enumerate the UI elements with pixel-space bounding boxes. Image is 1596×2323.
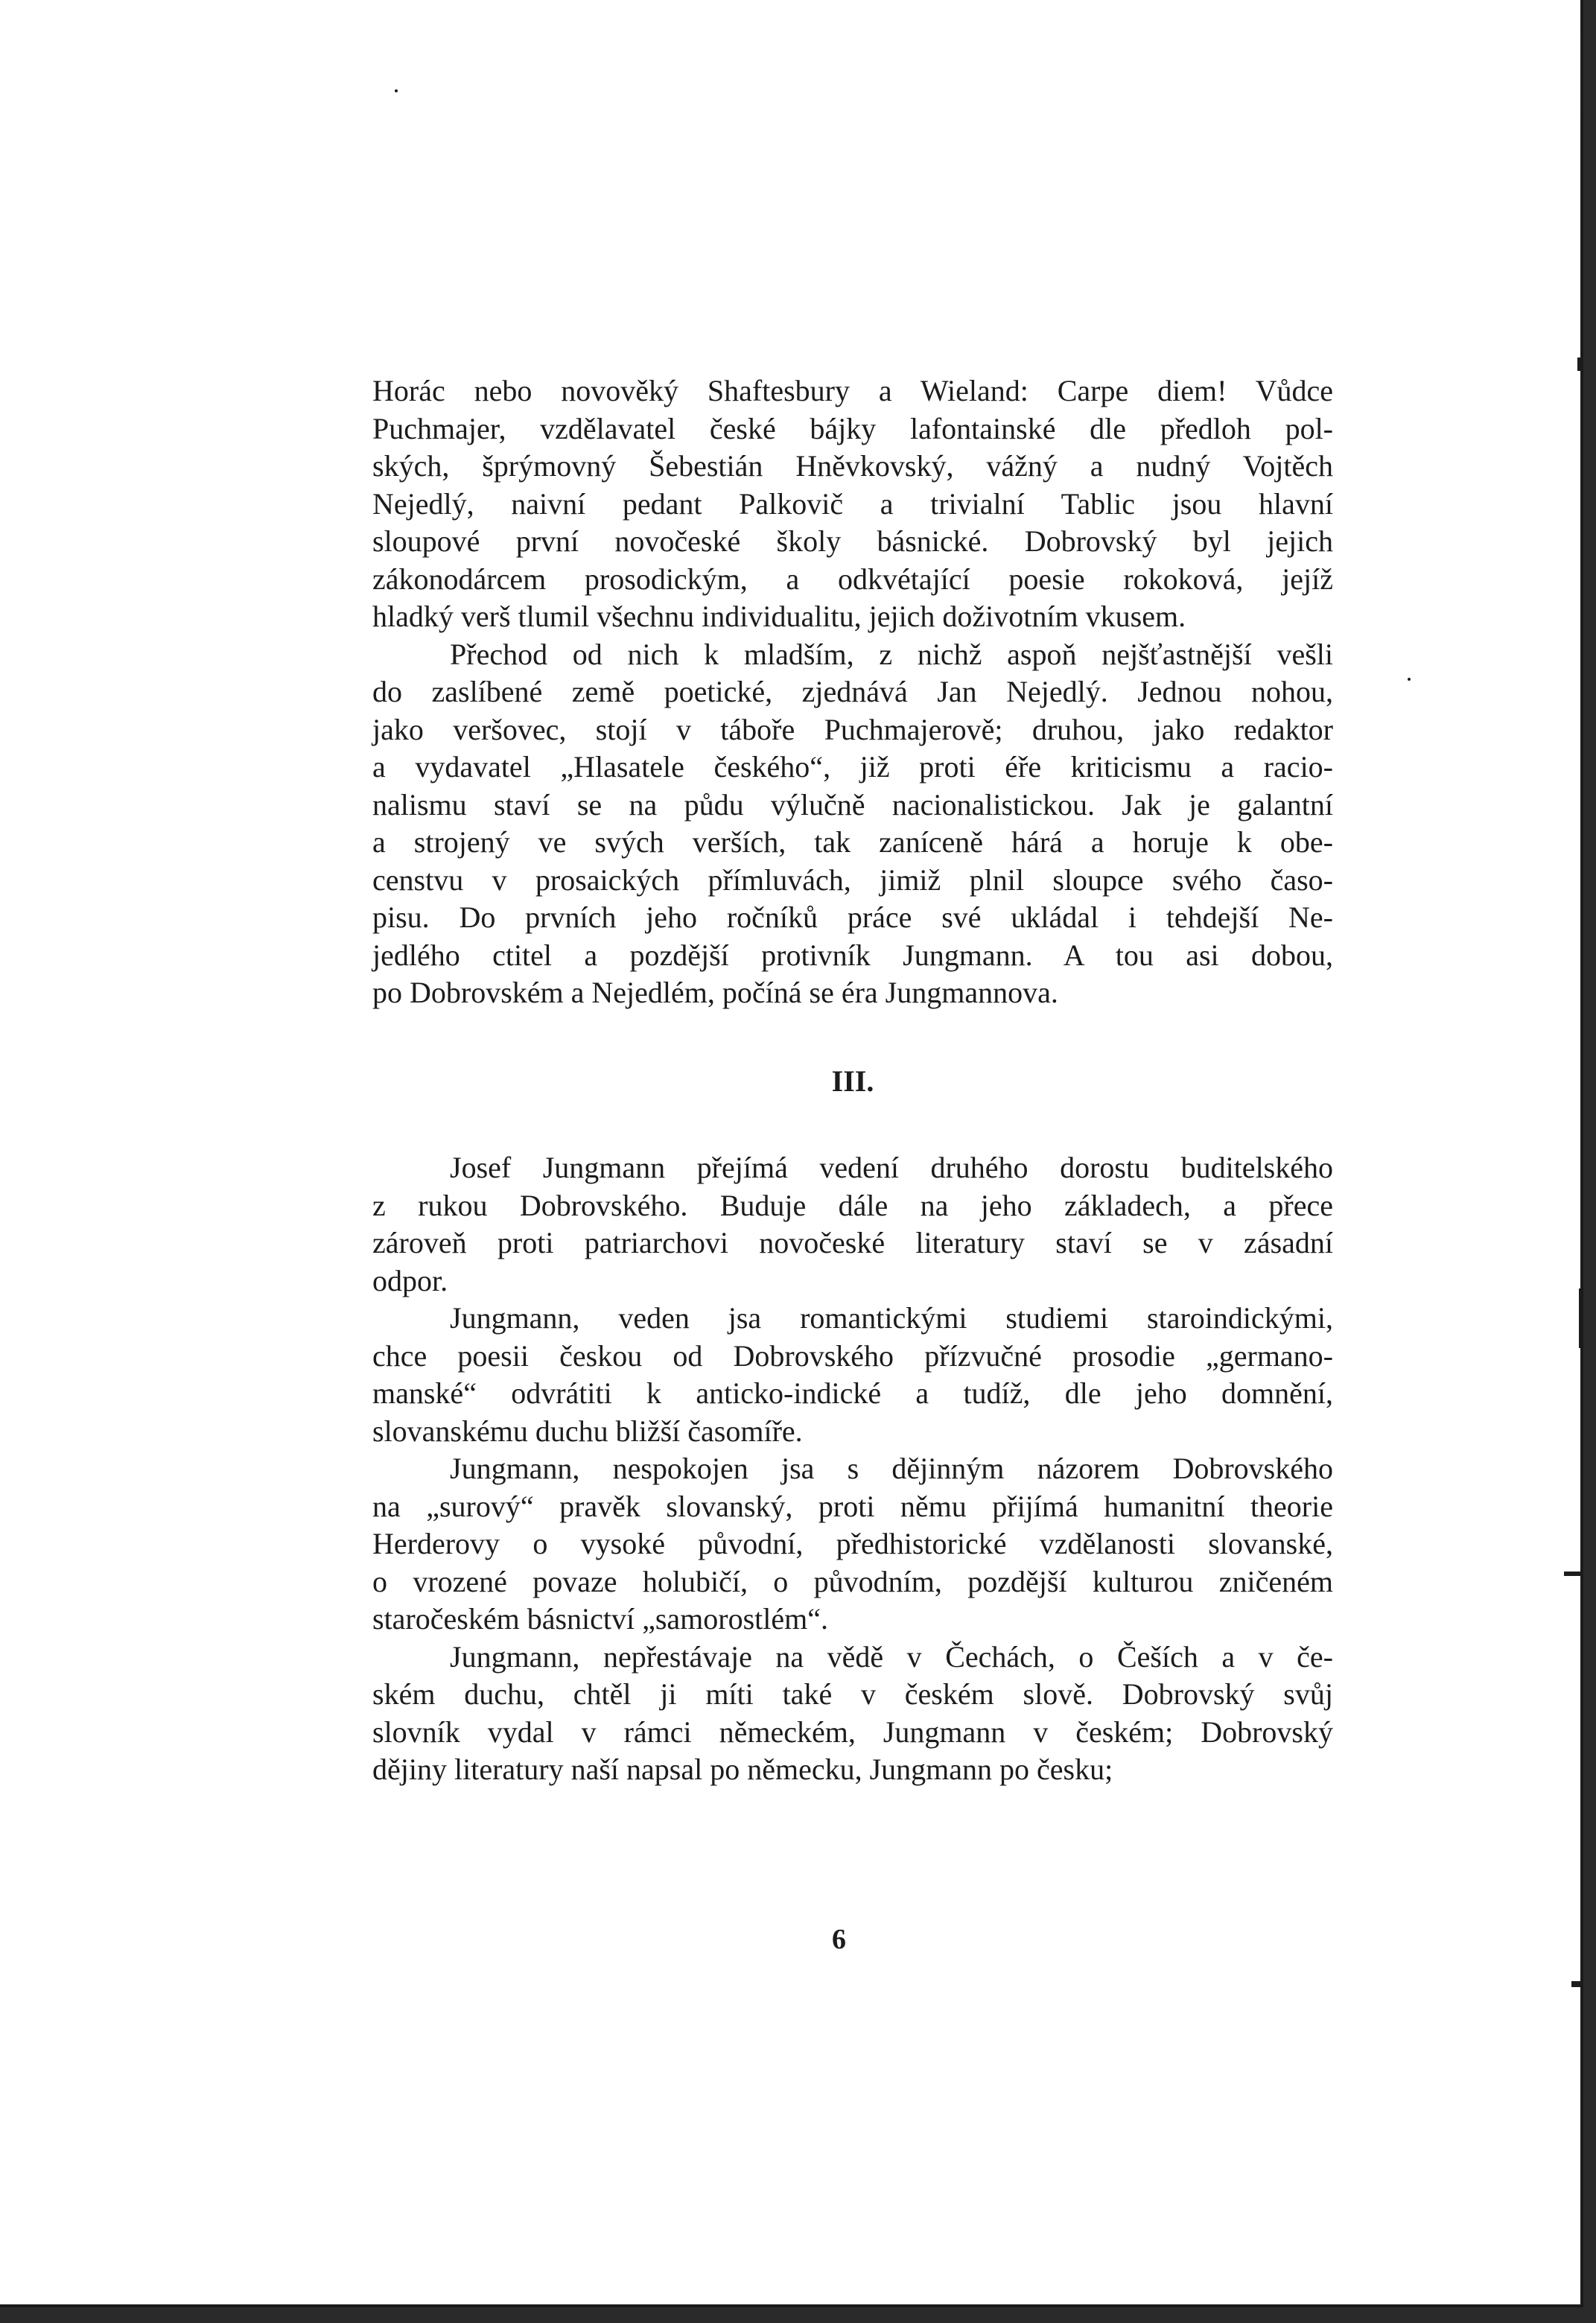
scan-mark bbox=[1564, 1572, 1583, 1576]
text-line: zákonodárcem prosodickým, a odkvétající poesie rokoková, jejíž bbox=[372, 562, 1333, 596]
page-number: 6 bbox=[832, 1924, 846, 1955]
text-line: Jungmann, nepřestávaje na vědě v Čechách, o Češích a v če- bbox=[450, 1639, 1333, 1674]
text-column bbox=[372, 372, 1333, 1789]
text-line: ském duchu, chtěl ji míti také v českém slově. Dobrovský svůj bbox=[372, 1677, 1333, 1711]
text-line: pisu. Do prvních jeho ročníků práce své ukládal i tehdejší Ne- bbox=[372, 900, 1333, 934]
paragraph-bottom-3 bbox=[372, 1450, 1333, 1639]
text-line: Jungmann, veden jsa romantickými studiemi staroindickými, bbox=[450, 1301, 1333, 1335]
text-line: po Dobrovském a Nejedlém, počíná se éra Jungmannova. bbox=[372, 976, 1058, 1009]
text-line: Horác nebo novověký Shaftesbury a Wieland: Carpe diem! Vůdce bbox=[372, 374, 1333, 407]
scan-mark bbox=[1571, 1981, 1583, 1987]
text-line: nalismu staví se na půdu výlučně nacionalistickou. Jak je galantní bbox=[372, 787, 1333, 822]
text-line: a strojený ve svých verších, tak zaníceně hárá a horuje k obe- bbox=[372, 825, 1333, 859]
text-line: z rukou Dobrovského. Buduje dále na jeho základech, a přece bbox=[372, 1188, 1333, 1222]
paragraph-bottom-1 bbox=[372, 1149, 1333, 1300]
text-line: jedlého ctitel a pozdější protivník Jungmann. A tou asi dobou, bbox=[372, 938, 1333, 972]
text-line: jako veršovec, stojí v táboře Puchmajerově; druhou, jako redaktor bbox=[372, 712, 1333, 746]
text-line: sloupové první novočeské školy básnické. Dobrovský byl jejich bbox=[372, 524, 1333, 558]
scan-mark bbox=[1580, 30, 1583, 119]
scan-mark bbox=[1408, 678, 1411, 681]
text-line: hladký verš tlumil všechnu individualitu, jejich doživotním vkusem. bbox=[372, 600, 1186, 633]
text-line: zároveň proti patriarchovi novočeské literatury staví se v zásadní bbox=[372, 1226, 1333, 1259]
paragraph-top-1 bbox=[372, 372, 1333, 636]
text-line: chce poesii českou od Dobrovského přízvučné prosodie „germano- bbox=[372, 1338, 1333, 1373]
text-line: manské“ odvrátiti k anticko-indické a tudíž, dle jeho domnění, bbox=[372, 1376, 1333, 1410]
text-line: Herderovy o vysoké původní, předhistorické vzdělanosti slovanské, bbox=[372, 1527, 1333, 1560]
text-line: dějiny literatury naší napsal po německu, Jungmann po česku; bbox=[372, 1752, 1113, 1786]
text-line: Puchmajer, vzdělavatel české bájky lafontainské dle předloh pol- bbox=[372, 411, 1333, 445]
text-line: Josef Jungmann přejímá vedení druhého dorostu buditelského bbox=[450, 1151, 1333, 1184]
text-line: a vydavatel „Hlasatele českého“, již proti éře kriticismu a racio- bbox=[372, 750, 1333, 784]
text-line: staročeském básnictví „samorostlém“. bbox=[372, 1602, 829, 1636]
text-line: slovanskému duchu bližší časomíře. bbox=[372, 1414, 803, 1448]
text-line: o vrozené povaze holubičí, o původním, pozdější kulturou zničeném bbox=[372, 1564, 1333, 1598]
text-line: ských, šprýmovný Šebestián Hněvkovský, vážný a nudný Vojtěch bbox=[372, 449, 1333, 483]
paragraph-top-2 bbox=[372, 636, 1333, 1012]
text-line: odpor. bbox=[372, 1263, 448, 1297]
text-line: Nejedlý, naivní pedant Palkovič a trivialní Tablic jsou hlavní bbox=[372, 486, 1333, 521]
scan-mark bbox=[395, 89, 398, 92]
section-heading: III. bbox=[831, 1064, 874, 1098]
paragraph-bottom-4 bbox=[372, 1639, 1333, 1789]
text-line: Jungmann, nespokojen jsa s dějinným názorem Dobrovského bbox=[450, 1452, 1333, 1485]
text-line: na „surový“ pravěk slovanský, proti němu přijímá humanitní theorie bbox=[372, 1489, 1333, 1523]
scan-mark bbox=[1577, 357, 1583, 371]
text-line: slovník vydal v rámci německém, Jungmann v českém; Dobrovský bbox=[372, 1715, 1333, 1749]
text-line: censtvu v prosaických přímluvách, jimiž plnil sloupce svého časo- bbox=[372, 862, 1333, 897]
text-line: do zaslíbené země poetické, zjednává Jan Nejedlý. Jednou nohou, bbox=[372, 675, 1333, 708]
text-line: Přechod od nich k mladším, z nichž aspoň nejšťastnější vešli bbox=[450, 637, 1333, 671]
scan-mark bbox=[1579, 1288, 1581, 1348]
paragraph-bottom-2 bbox=[372, 1300, 1333, 1450]
